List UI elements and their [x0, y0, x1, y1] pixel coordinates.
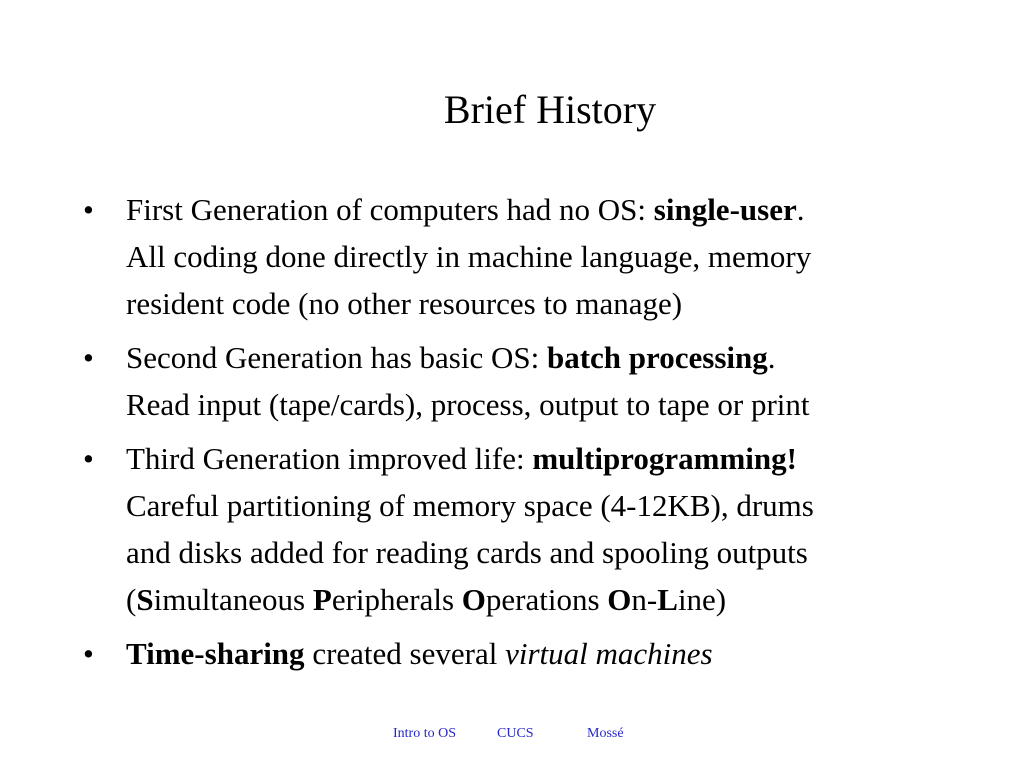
bullet-bold-term: multiprogramming!: [532, 441, 797, 476]
bullet-line: [126, 186, 1024, 233]
bullet-line: [126, 630, 1024, 677]
bullet-bold-term: Time-sharing: [126, 636, 305, 671]
bullet-text: Third Generation improved life:: [126, 441, 533, 476]
bullet-line: resident code (no other resources to manage): [126, 286, 683, 321]
bullet-third-generation: [80, 435, 1024, 623]
acronym-letter: P: [312, 582, 332, 617]
bullet-line: Careful partitioning of memory space (4-12KB), drums: [126, 488, 814, 523]
bullet-line-spool-acronym: [126, 576, 1024, 623]
slide-footer: [0, 724, 1024, 744]
footer-department: CUCS: [497, 726, 534, 741]
bullet-text: created several: [304, 636, 506, 671]
bullet-text: .: [796, 192, 805, 227]
acronym-letter: O: [461, 582, 486, 617]
footer-course: Intro to OS: [393, 726, 456, 741]
bullet-second-generation: [80, 334, 1024, 428]
bullet-line: and disks added for reading cards and spooling outputs: [126, 535, 808, 570]
bullet-text: First Generation of computers had no OS:: [126, 192, 654, 227]
bullet-dot: •: [83, 192, 94, 227]
bullet-dot: •: [83, 340, 94, 375]
bullet-text: imultaneous: [153, 582, 313, 617]
bullet-dot: •: [83, 441, 94, 476]
bullet-text: n-: [631, 582, 658, 617]
acronym-letter: L: [657, 582, 678, 617]
slide-title: Brief History: [443, 87, 657, 132]
bullet-list: [80, 186, 1024, 684]
bullet-bold-term: batch processing: [546, 340, 768, 375]
bullet-first-generation: [80, 186, 1024, 327]
bullet-text: perations: [485, 582, 608, 617]
bullet-line: [126, 334, 1024, 381]
footer-author: Mossé: [587, 726, 624, 741]
bullet-text: eripherals: [331, 582, 462, 617]
bullet-text: (: [126, 582, 137, 617]
acronym-letter: O: [607, 582, 632, 617]
bullet-line: Read input (tape/cards), process, output to tape or print: [126, 387, 810, 422]
bullet-line: [126, 435, 1024, 482]
bullet-bold-term: single-user: [653, 192, 797, 227]
bullet-time-sharing: [80, 630, 1024, 677]
bullet-italic-term: virtual machines: [505, 636, 713, 671]
bullet-dot: •: [83, 636, 94, 671]
bullet-text: .: [767, 340, 776, 375]
bullet-text: Second Generation has basic OS:: [126, 340, 547, 375]
bullet-text: ine): [677, 582, 727, 617]
acronym-letter: S: [136, 582, 154, 617]
bullet-line: All coding done directly in machine language, memory: [126, 239, 812, 274]
